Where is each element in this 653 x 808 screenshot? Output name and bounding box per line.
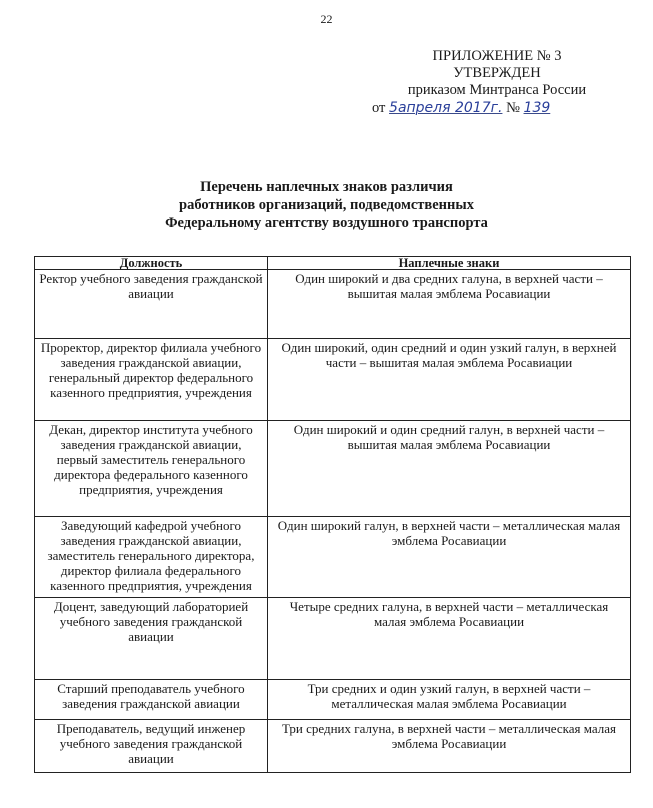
date-prefix: от bbox=[372, 100, 386, 116]
handwritten-order-number: 139 bbox=[523, 100, 551, 116]
position-cell: Ректор учебного заведения гражданской авиации bbox=[35, 270, 268, 339]
position-cell: Проректор, директор филиала учебного заведения гражданской авиации, генеральный директор федерального казенного предприятия, учреждения bbox=[35, 339, 268, 421]
table-row bbox=[35, 421, 631, 517]
appendix-label: ПРИЛОЖЕНИЕ № 3 bbox=[432, 48, 562, 64]
position-cell: Декан, директор института учебного заведения гражданской авиации, первый заместитель генерального директора федерального казенного предприятия, учреждения bbox=[35, 421, 268, 517]
table-row bbox=[35, 720, 631, 773]
title-line-2: работников организаций, подведомственных bbox=[179, 197, 474, 213]
position-cell: Преподаватель, ведущий инженер учебного заведения гражданской авиации bbox=[35, 720, 268, 773]
table-row bbox=[35, 270, 631, 339]
table-row bbox=[35, 339, 631, 421]
position-cell: Доцент, заведующий лабораторией учебного заведения гражданской авиации bbox=[35, 598, 268, 680]
table-header-row bbox=[35, 257, 631, 270]
page-number: 22 bbox=[320, 12, 333, 26]
position-cell: Старший преподаватель учебного заведения гражданской авиации bbox=[35, 680, 268, 720]
title-line-1: Перечень наплечных знаков различия bbox=[200, 179, 453, 195]
table-row bbox=[35, 598, 631, 680]
insignia-cell: Три средних и один узкий галун, в верхней части – металлическая малая эмблема Росавиации bbox=[268, 680, 631, 720]
position-cell: Заведующий кафедрой учебного заведения гражданской авиации, заместитель генерального директора, директор филиала федерального казенного предприятия, учреждения bbox=[35, 517, 268, 598]
order-date-line bbox=[372, 100, 622, 117]
table-row bbox=[35, 680, 631, 720]
table-row bbox=[35, 517, 631, 598]
column-header-position: Должность bbox=[35, 257, 268, 270]
insignia-cell: Один широкий, один средний и один узкий галун, в верхней части – вышитая малая эмблема Росавиации bbox=[268, 339, 631, 421]
insignia-cell: Один широкий и два средних галуна, в верхней части – вышитая малая эмблема Росавиации bbox=[268, 270, 631, 339]
order-by-label: приказом Минтранса России bbox=[407, 82, 587, 98]
number-label: № bbox=[506, 100, 520, 116]
approved-label: УТВЕРЖДЕН bbox=[453, 65, 541, 81]
insignia-cell: Один широкий галун, в верхней части – металлическая малая эмблема Росавиации bbox=[268, 517, 631, 598]
document-title bbox=[60, 178, 593, 232]
column-header-insignia: Наплечные знаки bbox=[268, 257, 631, 270]
title-line-3: Федеральному агентству воздушного транспорта bbox=[165, 215, 488, 231]
handwritten-date: 5апреля 2017г. bbox=[389, 100, 503, 116]
insignia-cell: Один широкий и один средний галун, в верхней части – вышитая малая эмблема Росавиации bbox=[268, 421, 631, 517]
insignia-cell: Четыре средних галуна, в верхней части – металлическая малая эмблема Росавиации bbox=[268, 598, 631, 680]
approval-stamp bbox=[372, 48, 622, 117]
insignia-table bbox=[34, 256, 631, 773]
insignia-cell: Три средних галуна, в верхней части – металлическая малая эмблема Росавиации bbox=[268, 720, 631, 773]
